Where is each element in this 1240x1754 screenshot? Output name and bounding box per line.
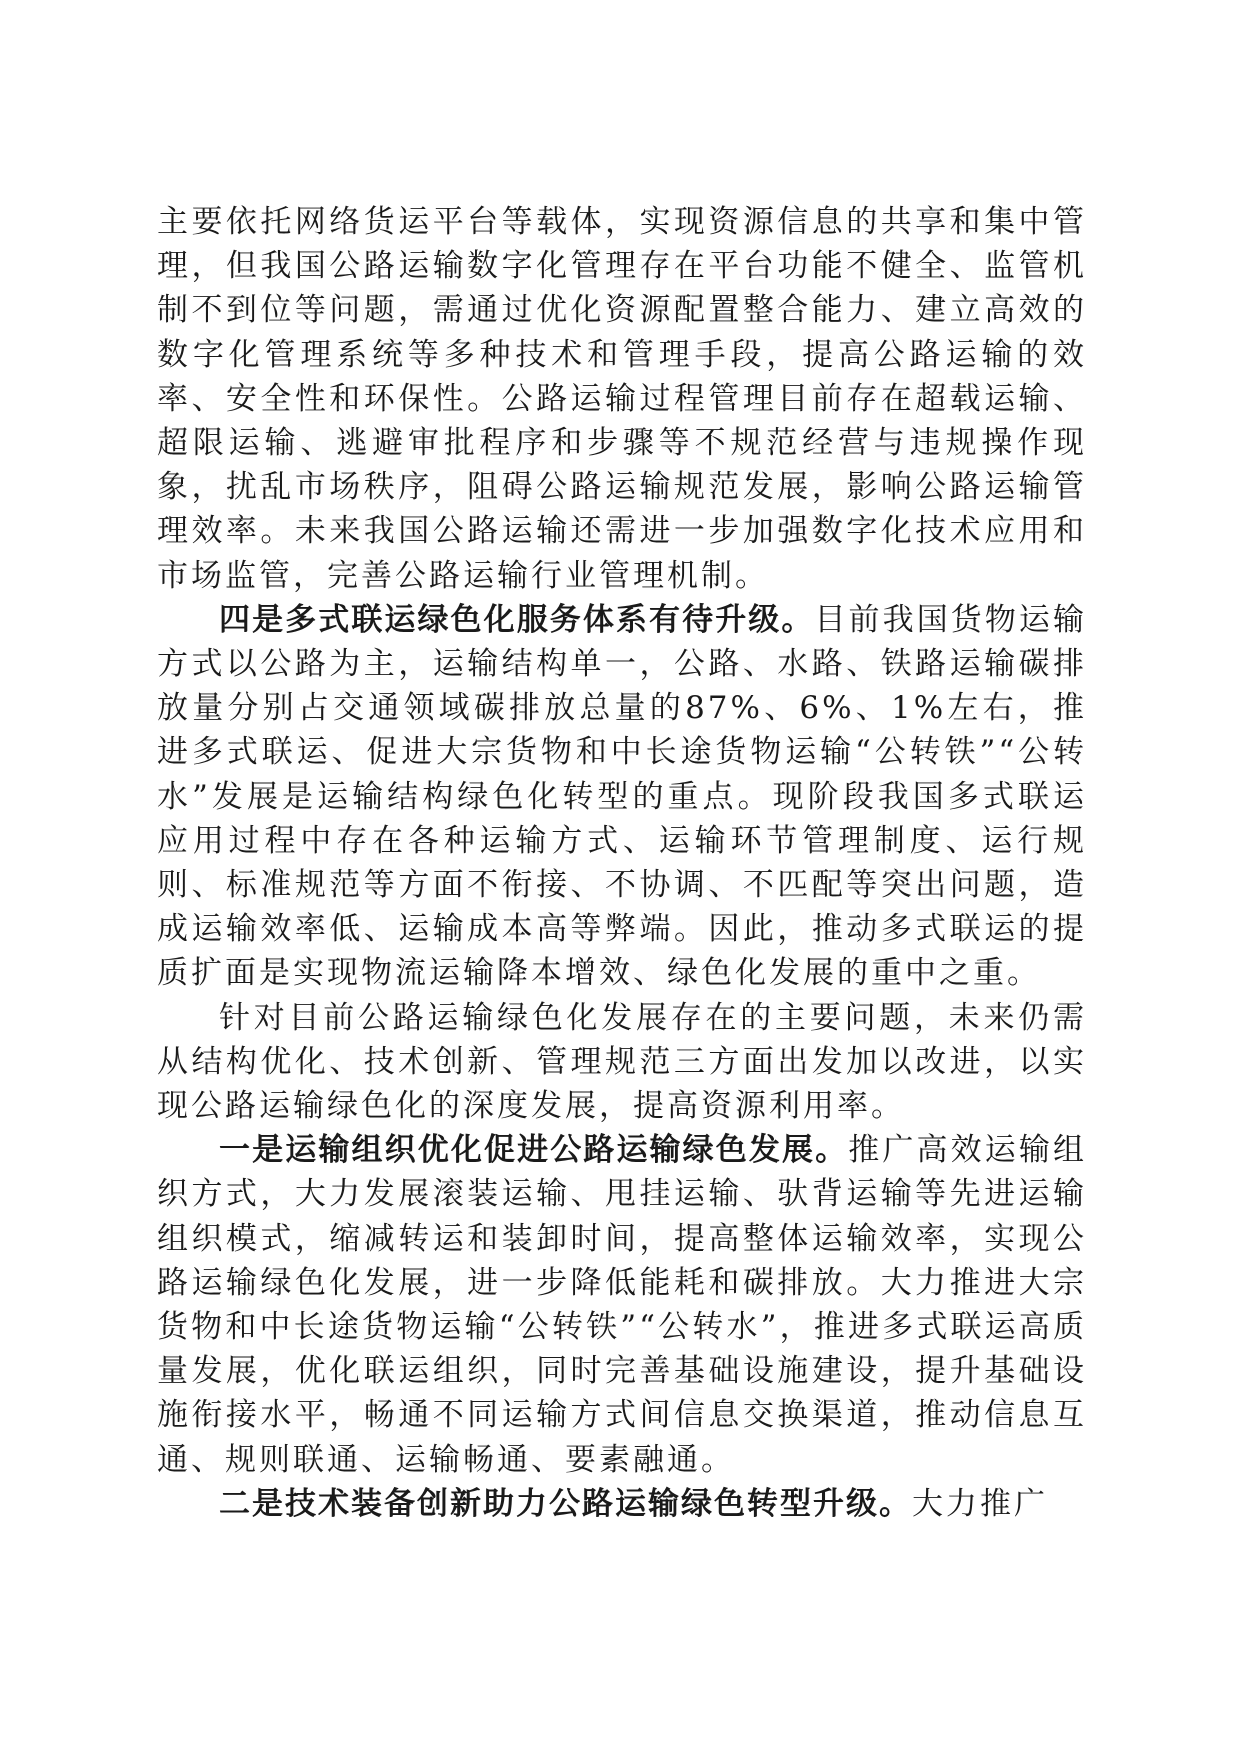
paragraph-text: 推广高效运输组织方式，大力发展滚装运输、甩挂运输、驮背运输等先进运输组织模式，缩减转运和装卸时间，提高整体运输效率，实现公路运输绿色化发展，进一步降低能耗和碳排放。大力推进大宗货物和中长途货物运输“公转铁”“公转水”，推进多式联运高质量发展，优化联运组织，同时完善基础设施建设，提升基础设施衔接水平，畅通不同运输方式间信息交换渠道，推动信息互通、规则联通、运输畅通、要素融通。 [157,1132,1088,1478]
paragraph-lead-heading: 一是运输组织优化促进公路运输绿色发展。 [219,1132,849,1169]
paragraph-transport-organization [157,1128,1087,1482]
paragraph-multimodal-green-service [157,598,1087,996]
paragraph-technology-innovation [157,1482,1087,1526]
paragraph-lead-heading: 二是技术装备创新助力公路运输绿色转型升级。 [219,1485,912,1522]
paragraph-lead-heading: 四是多式联运绿色化服务体系有待升级。 [219,601,815,638]
paragraph-text: 针对目前公路运输绿色化发展存在的主要问题，未来仍需从结构优化、技术创新、管理规范三方面出发加以改进，以实现公路运输绿色化的深度发展，提高资源利用率。 [157,999,1087,1125]
paragraph-improvement-intro [157,996,1087,1129]
paragraph-text: 目前我国货物运输方式以公路为主，运输结构单一，公路、水路、铁路运输碳排放量分别占交通领域碳排放总量的87%、6%、1%左右，推进多式联运、促进大宗货物和中长途货物运输“公转铁”“公转水”发展是运输结构绿色化转型的重点。现阶段我国多式联运应用过程中存在各种运输方式、运输环节管理制度、运行规则、标准规范等方面不衔接、不协调、不匹配等突出问题，造成运输效率低、运输成本高等弊端。因此，推动多式联运的提质扩面是实现物流运输降本增效、绿色化发展的重中之重。 [157,601,1088,992]
paragraph-text: 主要依托网络货运平台等载体，实现资源信息的共享和集中管理，但我国公路运输数字化管理存在平台功能不健全、监管机制不到位等问题，需通过优化资源配置整合能力、建立高效的数字化管理系统等多种技术和管理手段，提高公路运输的效率、安全性和环保性。公路运输过程管理目前存在超载运输、超限运输、逃避审批程序和步骤等不规范经营与违规操作现象，扰乱市场秩序，阻碍公路运输规范发展，影响公路运输管理效率。未来我国公路运输还需进一步加强数字化技术应用和市场监管，完善公路运输行业管理机制。 [157,204,1087,594]
document-body [157,200,1087,1526]
paragraph-text: 大力推广 [912,1485,1048,1522]
paragraph-continuation [157,200,1087,598]
